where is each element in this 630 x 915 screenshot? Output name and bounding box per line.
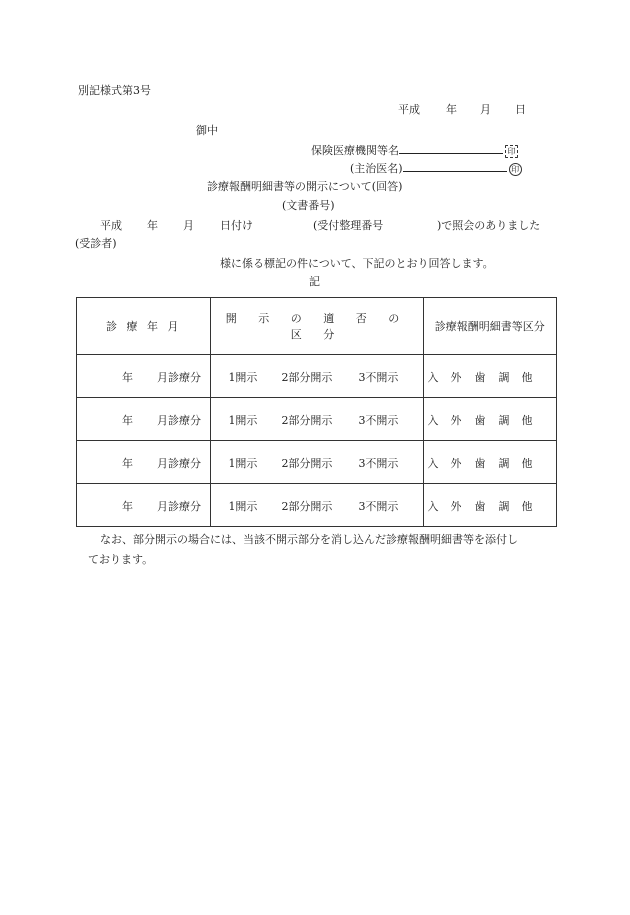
row-month: 月診療分 xyxy=(157,457,201,470)
table-row xyxy=(77,441,557,484)
disclosure-table xyxy=(76,297,557,527)
type-inpatient: 入 xyxy=(427,457,439,470)
table-row xyxy=(77,355,557,398)
table-row xyxy=(77,398,557,441)
row-month: 月診療分 xyxy=(157,500,201,513)
row-month: 月診療分 xyxy=(157,371,201,384)
option-partial: 2部分開示 xyxy=(281,414,333,427)
body-era: 平成 xyxy=(100,219,122,232)
doctor-label: (主治医名) xyxy=(350,162,403,175)
seal-mark-circle: 印 xyxy=(509,163,522,176)
body-year: 年 xyxy=(147,219,158,232)
header-disclosure-category: 開 示 の 適 否 の 区 分 xyxy=(211,298,423,355)
seal-mark-dashed: 印 xyxy=(505,145,518,158)
type-dispensing: 調 xyxy=(498,500,510,513)
body-dated: 日付け xyxy=(220,219,253,232)
type-dispensing: 調 xyxy=(498,457,510,470)
body-statement: 様に係る標記の件について、下記のとおり回答します。 xyxy=(220,257,494,270)
patient-label: (受診者) xyxy=(75,237,117,250)
type-inpatient: 入 xyxy=(427,371,439,384)
type-dental: 歯 xyxy=(474,371,486,384)
doctor-line xyxy=(350,160,522,176)
type-inpatient: 入 xyxy=(427,500,439,513)
doctor-name-field xyxy=(403,160,507,172)
type-dental: 歯 xyxy=(474,414,486,427)
type-outpatient: 外 xyxy=(450,414,462,427)
body-month: 月 xyxy=(183,219,194,232)
form-number: 別記様式第3号 xyxy=(78,84,151,97)
option-disclose: 1開示 xyxy=(228,371,258,384)
institution-label: 保険医療機関等名 xyxy=(311,144,399,157)
row-month: 月診療分 xyxy=(157,414,201,427)
type-outpatient: 外 xyxy=(450,457,462,470)
header-treatment-month: 診 療 年 月 xyxy=(77,298,211,355)
ki-heading: 記 xyxy=(309,275,320,288)
option-partial: 2部分開示 xyxy=(281,457,333,470)
option-nondisclose: 3不開示 xyxy=(358,457,399,470)
addressee-suffix: 御中 xyxy=(196,124,218,137)
type-outpatient: 外 xyxy=(450,500,462,513)
row-year: 年 xyxy=(122,414,133,427)
date-day: 日 xyxy=(515,103,526,116)
row-year: 年 xyxy=(122,457,133,470)
type-outpatient: 外 xyxy=(450,371,462,384)
type-dispensing: 調 xyxy=(498,371,510,384)
body-reference-number: (受付整理番号 xyxy=(313,219,384,232)
option-partial: 2部分開示 xyxy=(281,371,333,384)
option-nondisclose: 3不開示 xyxy=(358,414,399,427)
footnote-line-1: なお、部分開示の場合には、当該不開示部分を消し込んだ診療報酬明細書等を添付し xyxy=(100,533,518,546)
type-dental: 歯 xyxy=(474,457,486,470)
date-year: 年 xyxy=(446,103,457,116)
institution-line xyxy=(311,142,518,158)
body-reference-end: )で照会のありました xyxy=(437,219,541,232)
type-dispensing: 調 xyxy=(498,414,510,427)
document-number: (文書番号) xyxy=(282,199,335,212)
type-other: 他 xyxy=(521,371,533,384)
date-month: 月 xyxy=(480,103,491,116)
header-statement-category: 診療報酬明細書等区分 xyxy=(423,298,556,355)
option-nondisclose: 3不開示 xyxy=(358,500,399,513)
option-disclose: 1開示 xyxy=(228,457,258,470)
document-title: 診療報酬明細書等の開示について(回答) xyxy=(207,180,403,193)
type-dental: 歯 xyxy=(474,500,486,513)
type-other: 他 xyxy=(521,500,533,513)
table-row xyxy=(77,484,557,527)
option-disclose: 1開示 xyxy=(228,414,258,427)
row-year: 年 xyxy=(122,371,133,384)
type-other: 他 xyxy=(521,457,533,470)
table-header-row xyxy=(77,298,557,355)
option-disclose: 1開示 xyxy=(228,500,258,513)
type-other: 他 xyxy=(521,414,533,427)
option-nondisclose: 3不開示 xyxy=(358,371,399,384)
institution-name-field xyxy=(399,142,503,154)
type-inpatient: 入 xyxy=(427,414,439,427)
option-partial: 2部分開示 xyxy=(281,500,333,513)
date-era: 平成 xyxy=(398,103,420,116)
row-year: 年 xyxy=(122,500,133,513)
footnote-line-2: ております。 xyxy=(88,553,154,566)
